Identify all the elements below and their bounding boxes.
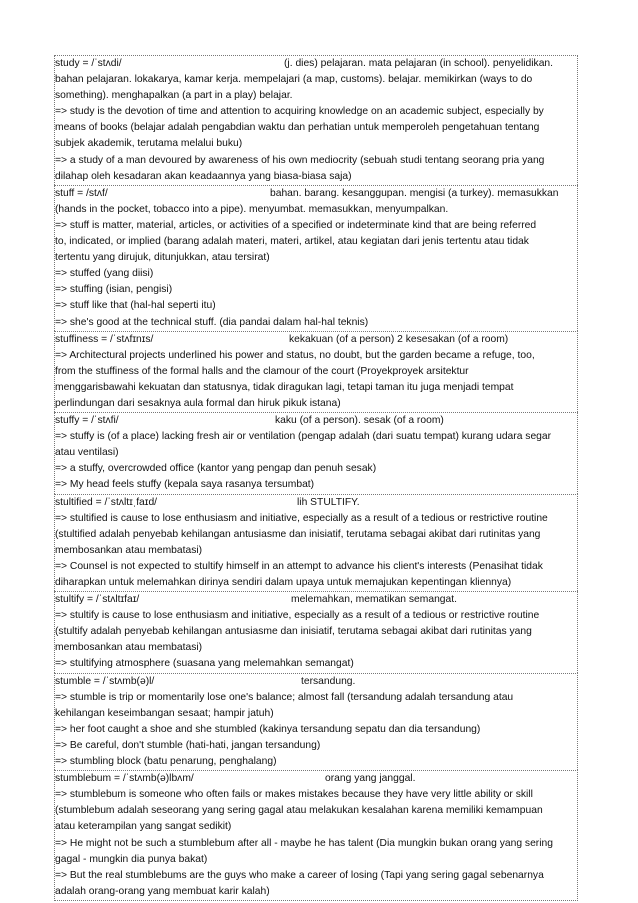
entry-definition: (j. dies) pelajaran. mata pelajaran (in school). penyelidikan. [284,58,554,69]
entry-line: => stuffing (isian, pengisi) [55,284,173,296]
entry-term: stultified = /ˈstʌltɪˌfaɪd/ [55,496,158,508]
entry-line: => stultifying atmosphere (suasana yang melemahkan semangat) [55,658,354,670]
entry-line: (stultified adalah penyebab kehilangan antusiasme dan inisiatif, terutama sebagai akibat dari rutinitas yang [55,528,541,540]
entry-line: => stuff is matter, material, articles, or activities of a specified or indeterminate kind that are being referred [55,219,537,231]
entry-header [55,413,577,429]
entry-line: => Architectural projects underlined his power and status, no doubt, but the garden became a refuge, too, [55,349,535,361]
entry-header [55,332,577,348]
entry-stumble [54,673,578,771]
entry-line: kehilangan keseimbangan sesaat; hampir jatuh) [55,707,274,719]
entry-stumblebum [54,770,578,901]
entry-line: => stuffed (yang diisi) [55,268,154,280]
entry-line: => stultify is cause to lose enthusiasm and initiative, especially as a result of a tedious or restrictive routine [55,610,540,622]
entry-line: => stuffy is (of a place) lacking fresh air or ventilation (pengap adalah (dari suatu tempat) kurang udara segar [55,431,552,443]
entry-stuffiness [54,331,578,412]
entry-header [55,56,577,72]
entry-stultify [54,591,578,672]
entry-definition: bahan. barang. kesanggupan. mengisi (a turkey). memasukkan [270,187,559,199]
entry-line: atau keterampilan yang sangat sedikit) [55,821,232,833]
entry-line: menggarisbawahi kekuatan dan statusnya, tidak diragukan lagi, tetapi taman itu juga menjadi tempat [55,381,514,393]
entry-line: => stumblebum is someone who often fails or makes mistakes because they have very little ability or skill [55,789,533,801]
entry-line: => stuff like that (hal-hal seperti itu) [55,300,216,312]
entry-definition: orang yang janggal. [325,773,416,785]
entry-line: => My head feels stuffy (kepala saya rasanya tersumbat) [55,479,315,491]
entry-line: => study is the devotion of time and attention to acquiring knowledge on an academic subject, especially by [55,106,544,118]
entry-term: stumblebum = /ˈstʌmb(ə)lbʌm/ [55,773,194,785]
entry-line: bahan pelajaran. lokakarya, kamar kerja. mempelajari (a map, customs). belajar. memikirkan (ways to do [55,74,533,86]
entry-stultified [54,494,578,592]
entry-header [55,592,577,608]
entry-line: tertentu yang dirujuk, ditunjukkan, atau tersirat) [55,252,270,264]
entry-study [54,55,578,185]
entry-line: => He might not be such a stumblebum after all - maybe he has talent (Dia mungkin bukan orang yang sering [55,837,553,849]
entry-line: atau ventilasi) [55,447,119,459]
entry-line: (stumblebum adalah seseorang yang sering gagal atau melakukan kesalahan karena memiliki kemampuan [55,805,543,817]
entry-term: stuff = /stʌf/ [55,187,108,199]
entry-stuff [54,185,578,331]
entry-term: study = /ˈstʌdi/ [55,58,122,69]
entry-term: stuffy = /ˈstʌfi/ [55,415,119,427]
entry-line: diharapkan untuk melemahkan dirinya sendiri dalam upaya untuk memajukan kepentingan kliennya) [55,577,512,588]
entry-header [55,674,577,690]
entry-header [55,495,577,511]
entry-line: (stultify adalah penyebab kehilangan antusiasme dan inisiatif, terutama sebagai akibat dari rutinitas yang [55,626,532,638]
entry-line: means of books (belajar adalah pengabdian waktu dan perhatian untuk memperoleh pengetahuan tentang [55,122,540,134]
entry-term: stuffiness = /ˈstʌfɪnɪs/ [55,333,154,345]
entry-definition: lih STULTIFY. [297,496,360,508]
entry-definition: tersandung. [301,675,356,687]
entry-line: dilahap oleh kesadaran akan keadaannya yang biasa-biasa saja) [55,170,352,182]
entry-line: membosankan atau membatasi) [55,642,203,654]
entry-line: => Counsel is not expected to stultify himself in an attempt to advance his client's interests (Penasihat tidak [55,560,543,572]
dictionary-page [54,55,578,901]
entry-line: adalah orang-orang yang membuat karir kalah) [55,885,270,897]
entry-line: (hands in the pocket, tobacco into a pipe). menyumbat. memasukkan, menyumpalkan. [55,203,449,215]
entry-definition: kekakuan (of a person) 2 kesesakan (of a room) [289,333,509,345]
entry-line: => But the real stumblebums are the guys who make a career of losing (Tapi yang sering gagal sebenarnya [55,869,544,881]
entry-line: => stumble is trip or momentarily lose one's balance; almost fall (tersandung adalah tersandung atau [55,691,514,703]
entry-line: perlindungan dari sesaknya aula formal dan hiruk pikuk istana) [55,397,341,409]
entry-line: subjek akademik, terutama melalui buku) [55,138,243,150]
entry-definition: kaku (of a person). sesak (of a room) [275,415,444,427]
entry-line: => stultified is cause to lose enthusiasm and initiative, especially as a result of a tedious or restrictive routine [55,512,548,524]
entry-term: stumble = /ˈstʌmb(ə)l/ [55,675,155,687]
entry-line: gagal - mungkin dia punya bakat) [55,853,208,865]
entry-line: something). menghapalkan (a part in a play) belajar. [55,90,293,102]
entry-line: => her foot caught a shoe and she stumbled (kakinya tersandung sepatu dan dia tersandung) [55,723,481,735]
entry-line: to, indicated, or implied (barang adalah materi, materi, artikel, atau kegiatan dari jenis tertentu atau tidak [55,236,529,248]
entry-line: from the stuffiness of the formal halls and the clamour of the court (Proyekproyek arsitektur [55,365,469,377]
entry-line: membosankan atau membatasi) [55,544,203,556]
entry-line: => stumbling block (batu penarung, penghalang) [55,756,277,768]
entry-header [55,186,577,202]
entry-stuffy [54,412,578,493]
entry-definition: melemahkan, mematikan semangat. [291,594,457,606]
entry-line: => Be careful, don't stumble (hati-hati, jangan tersandung) [55,739,321,751]
entry-term: stultify = /ˈstʌltɪfaɪ/ [55,594,140,606]
entry-line: => she's good at the technical stuff. (dia pandai dalam hal-hal teknis) [55,316,369,328]
entry-line: => a study of a man devoured by awareness of his own mediocrity (sebuah studi tentang seorang pria yang [55,154,545,166]
entry-line: => a stuffy, overcrowded office (kantor yang pengap dan penuh sesak) [55,463,377,475]
entry-header [55,771,577,787]
